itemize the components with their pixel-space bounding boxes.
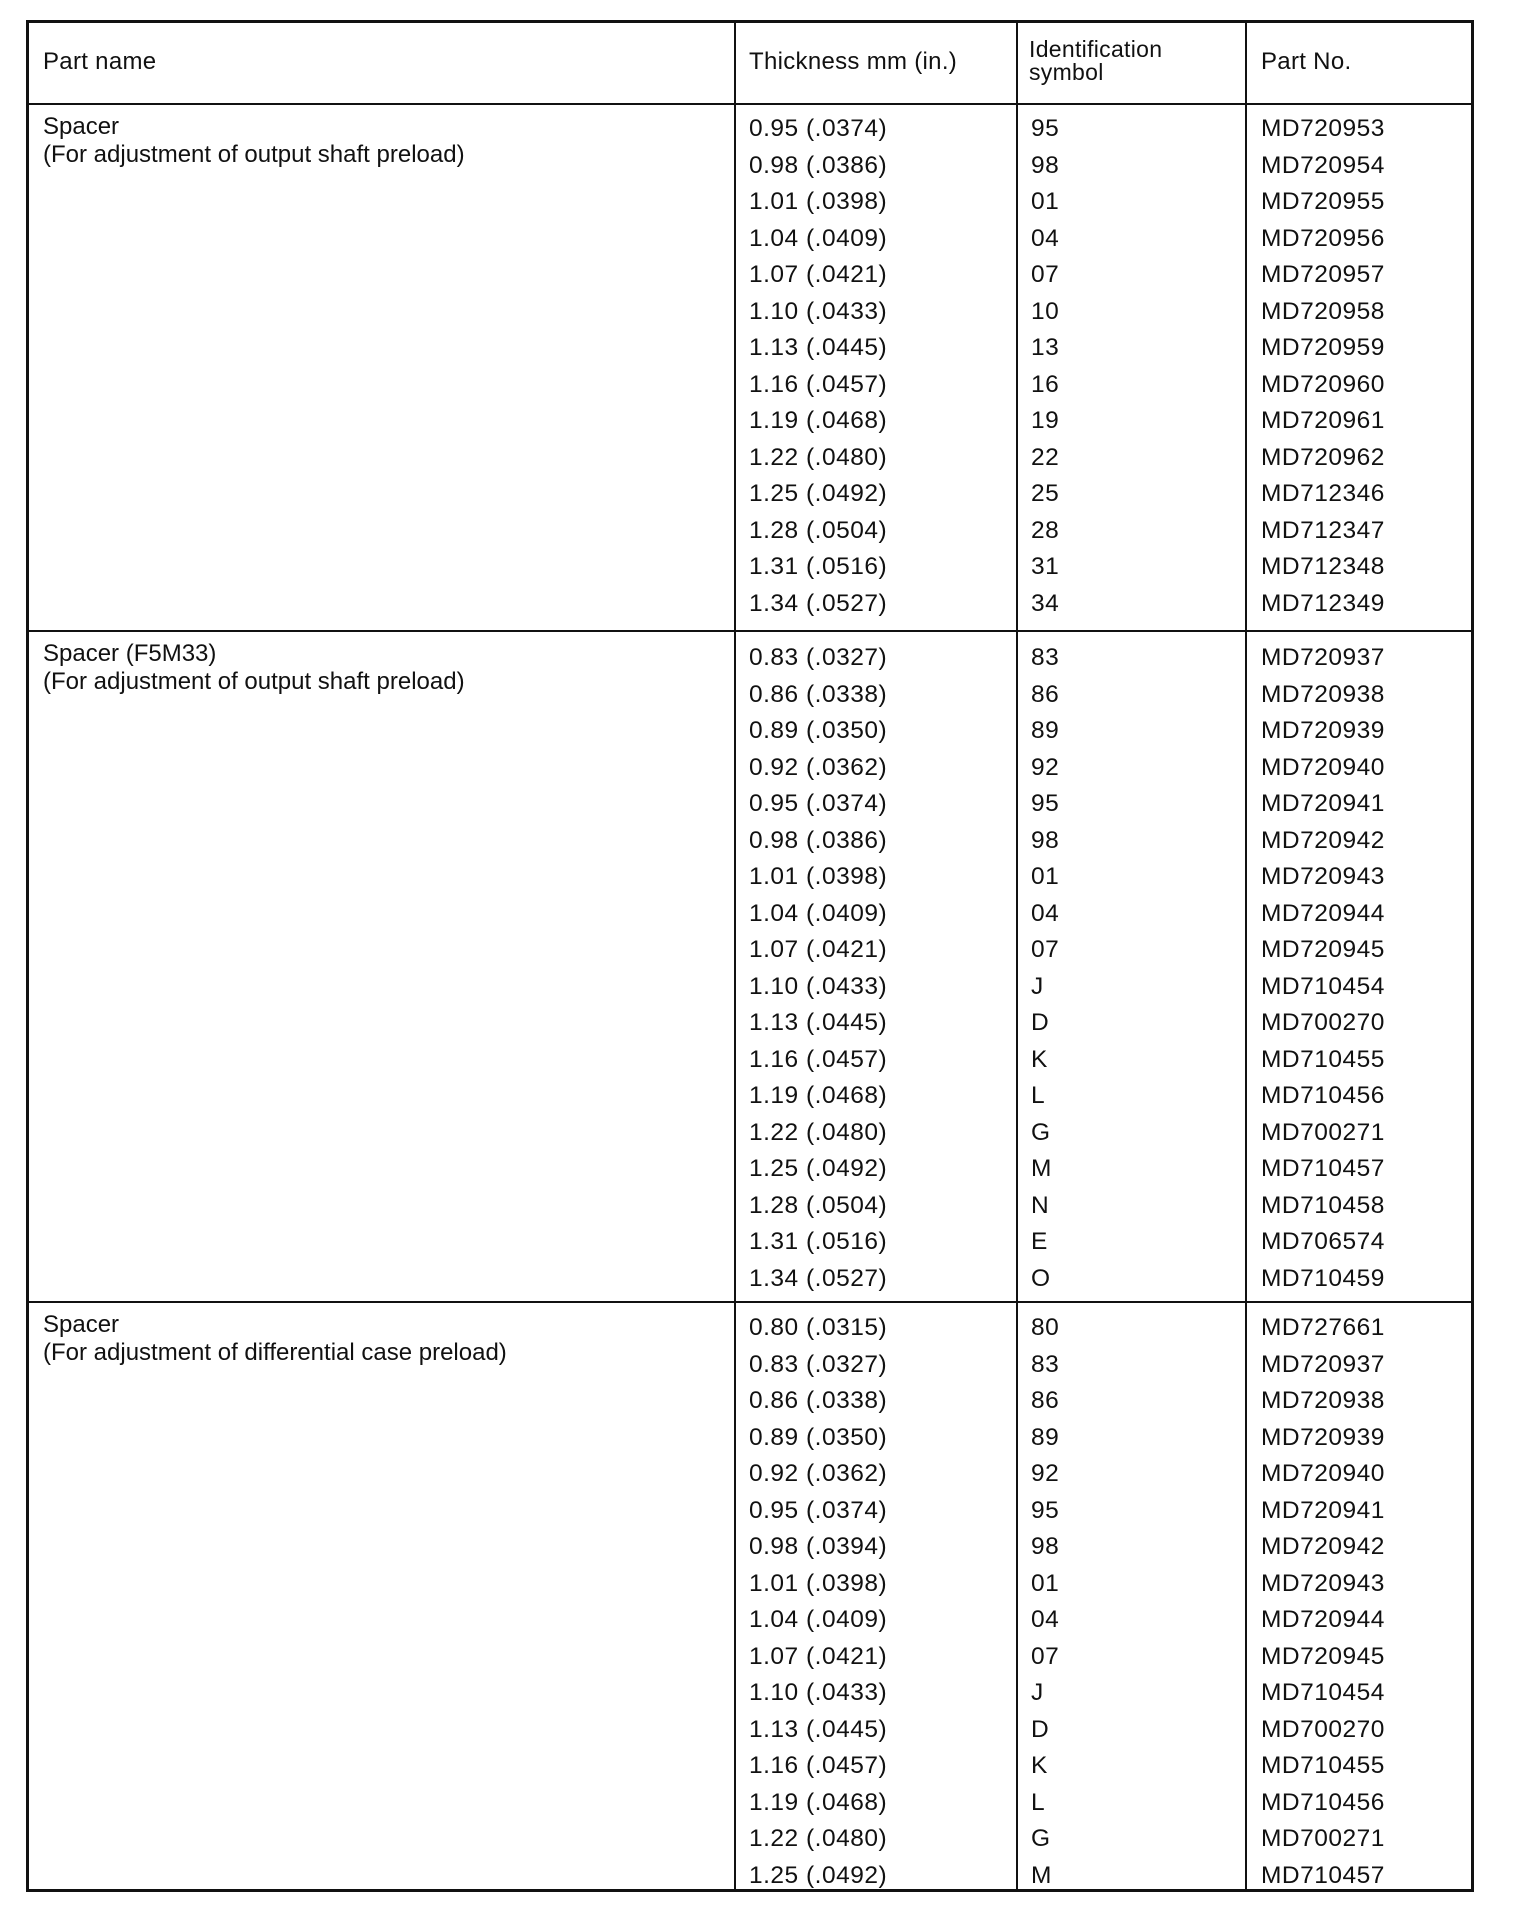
part-note: (For adjustment of differential case preload) xyxy=(43,1339,507,1366)
thickness-cell: 0.92 (.0362) xyxy=(749,1460,888,1487)
part-no-cell: MD710455 xyxy=(1261,1752,1385,1779)
part-no-cell: MD720938 xyxy=(1261,680,1385,708)
symbol-cell: 34 xyxy=(1031,589,1060,617)
thickness-cell: 0.92 (.0362) xyxy=(749,753,888,781)
symbol-cell: 07 xyxy=(1031,261,1060,288)
thickness-cell: 1.04 (.0409) xyxy=(749,224,888,252)
table-row xyxy=(29,1188,1471,1225)
thickness-cell: 0.86 (.0338) xyxy=(749,1387,888,1414)
thickness-cell: 1.10 (.0433) xyxy=(749,972,888,1000)
table-row xyxy=(29,823,1471,860)
part-note: (For adjustment of output shaft preload) xyxy=(43,141,465,168)
symbol-cell: 83 xyxy=(1031,1350,1060,1378)
symbol-cell: 19 xyxy=(1031,407,1060,434)
thickness-cell: 1.01 (.0398) xyxy=(749,863,888,890)
table-row xyxy=(29,859,1471,896)
part-no-cell: MD720941 xyxy=(1261,1496,1385,1524)
part-no-cell: MD710458 xyxy=(1261,1191,1385,1219)
thickness-cell: 1.22 (.0480) xyxy=(749,443,888,471)
symbol-cell: 07 xyxy=(1031,936,1060,963)
table-row xyxy=(29,1151,1471,1188)
thickness-cell: 0.89 (.0350) xyxy=(749,717,888,744)
thickness-cell: 0.95 (.0374) xyxy=(749,1496,888,1524)
thickness-cell: 1.01 (.0398) xyxy=(749,188,888,215)
table-row xyxy=(29,786,1471,823)
header-identification-symbol xyxy=(1029,38,1162,84)
part-no-cell: MD710456 xyxy=(1261,1788,1385,1816)
part-no-cell: MD720939 xyxy=(1261,717,1385,744)
symbol-cell: 01 xyxy=(1031,1569,1060,1597)
table-row xyxy=(29,1493,1471,1530)
part-name: Spacer xyxy=(43,113,120,140)
symbol-cell: M xyxy=(1031,1861,1052,1889)
table-row xyxy=(29,476,1471,513)
table-row xyxy=(29,750,1471,787)
thickness-cell: 0.98 (.0394) xyxy=(749,1533,888,1560)
table-row xyxy=(29,513,1471,550)
thickness-cell: 1.16 (.0457) xyxy=(749,1045,888,1073)
table-row xyxy=(29,1310,1471,1347)
symbol-cell: 86 xyxy=(1031,1387,1060,1414)
symbol-cell: 92 xyxy=(1031,1460,1060,1487)
header-thickness: Thickness mm (in.) xyxy=(749,48,958,75)
thickness-cell: 1.10 (.0433) xyxy=(749,1679,888,1706)
part-no-cell: MD720937 xyxy=(1261,1350,1385,1378)
thickness-cell: 1.25 (.0492) xyxy=(749,1861,888,1889)
symbol-cell: 80 xyxy=(1031,1314,1060,1341)
table-row xyxy=(29,713,1471,750)
table-row xyxy=(29,184,1471,221)
part-no-cell: MD720958 xyxy=(1261,297,1385,325)
part-no-cell: MD720940 xyxy=(1261,753,1385,781)
thickness-cell: 0.83 (.0327) xyxy=(749,1350,888,1378)
symbol-cell: 95 xyxy=(1031,115,1060,142)
symbol-cell: 83 xyxy=(1031,644,1060,671)
symbol-cell: D xyxy=(1031,1715,1050,1743)
symbol-cell: 25 xyxy=(1031,480,1060,507)
thickness-cell: 1.22 (.0480) xyxy=(749,1825,888,1852)
symbol-cell: 01 xyxy=(1031,863,1060,890)
part-no-cell: MD720944 xyxy=(1261,1606,1385,1633)
thickness-cell: 0.86 (.0338) xyxy=(749,680,888,708)
part-no-cell: MD720956 xyxy=(1261,224,1385,252)
thickness-cell: 1.13 (.0445) xyxy=(749,334,888,361)
part-no-cell: MD720959 xyxy=(1261,334,1385,361)
thickness-cell: 1.28 (.0504) xyxy=(749,516,888,544)
thickness-cell: 1.19 (.0468) xyxy=(749,1082,888,1109)
table-row xyxy=(29,1115,1471,1152)
part-no-cell: MD720943 xyxy=(1261,1569,1385,1597)
table-row xyxy=(29,1529,1471,1566)
part-no-cell: MD712347 xyxy=(1261,516,1385,544)
symbol-cell: O xyxy=(1031,1264,1051,1292)
part-no-cell: MD712348 xyxy=(1261,553,1385,580)
part-no-cell: MD720953 xyxy=(1261,115,1385,142)
part-no-cell: MD710455 xyxy=(1261,1045,1385,1073)
part-no-cell: MD720961 xyxy=(1261,407,1385,434)
table-row xyxy=(29,932,1471,969)
part-no-cell: MD706574 xyxy=(1261,1228,1385,1255)
header-part-no: Part No. xyxy=(1261,48,1352,75)
thickness-cell: 0.95 (.0374) xyxy=(749,115,888,142)
symbol-cell: 95 xyxy=(1031,790,1060,817)
table-row xyxy=(29,1456,1471,1493)
part-no-cell: MD700271 xyxy=(1261,1118,1385,1146)
table-row xyxy=(29,294,1471,331)
thickness-cell: 1.13 (.0445) xyxy=(749,1715,888,1743)
symbol-cell: 86 xyxy=(1031,680,1060,708)
thickness-cell: 1.16 (.0457) xyxy=(749,1752,888,1779)
symbol-cell: K xyxy=(1031,1752,1048,1779)
part-no-cell: MD720942 xyxy=(1261,1533,1385,1560)
part-no-cell: MD710454 xyxy=(1261,972,1385,1000)
part-no-cell: MD712346 xyxy=(1261,480,1385,507)
symbol-cell: L xyxy=(1031,1082,1046,1109)
symbol-cell: J xyxy=(1031,1679,1044,1706)
group-divider xyxy=(29,103,1471,105)
symbol-cell: D xyxy=(1031,1009,1050,1036)
thickness-cell: 1.13 (.0445) xyxy=(749,1009,888,1036)
part-no-cell: MD720943 xyxy=(1261,863,1385,890)
table-row xyxy=(29,1821,1471,1858)
part-name: Spacer xyxy=(43,1311,120,1338)
symbol-cell: 92 xyxy=(1031,753,1060,781)
symbol-cell: 89 xyxy=(1031,717,1060,744)
group-divider xyxy=(29,1301,1471,1303)
thickness-cell: 1.19 (.0468) xyxy=(749,1788,888,1816)
table-row xyxy=(29,1639,1471,1676)
thickness-cell: 1.16 (.0457) xyxy=(749,370,888,398)
header-identification-line2: symbol xyxy=(1029,59,1104,85)
symbol-cell: 04 xyxy=(1031,1606,1060,1633)
part-no-cell: MD727661 xyxy=(1261,1314,1385,1341)
thickness-cell: 1.34 (.0527) xyxy=(749,1264,888,1292)
thickness-cell: 1.07 (.0421) xyxy=(749,936,888,963)
part-no-cell: MD720940 xyxy=(1261,1460,1385,1487)
table-row xyxy=(29,1420,1471,1457)
part-note: (For adjustment of output shaft preload) xyxy=(43,668,465,695)
symbol-cell: K xyxy=(1031,1045,1048,1073)
symbol-cell: L xyxy=(1031,1788,1046,1816)
part-no-cell: MD720957 xyxy=(1261,261,1385,288)
table-row xyxy=(29,1005,1471,1042)
symbol-cell: J xyxy=(1031,972,1044,1000)
table-row xyxy=(29,1224,1471,1261)
table-row xyxy=(29,1785,1471,1822)
table-row xyxy=(29,367,1471,404)
symbol-cell: 07 xyxy=(1031,1642,1060,1670)
symbol-cell: 01 xyxy=(1031,188,1060,215)
part-no-cell: MD712349 xyxy=(1261,589,1385,617)
table-row xyxy=(29,1712,1471,1749)
table-row xyxy=(29,1261,1471,1298)
part-no-cell: MD720945 xyxy=(1261,936,1385,963)
part-no-cell: MD700271 xyxy=(1261,1825,1385,1852)
part-name: Spacer (F5M33) xyxy=(43,640,217,667)
part-no-cell: MD720942 xyxy=(1261,826,1385,854)
part-no-cell: MD710457 xyxy=(1261,1861,1385,1889)
symbol-cell: 10 xyxy=(1031,297,1060,325)
table-row xyxy=(29,896,1471,933)
part-no-cell: MD720962 xyxy=(1261,443,1385,471)
symbol-cell: G xyxy=(1031,1118,1051,1146)
thickness-cell: 1.01 (.0398) xyxy=(749,1569,888,1597)
part-no-cell: MD720938 xyxy=(1261,1387,1385,1414)
table-row xyxy=(29,148,1471,185)
thickness-cell: 1.34 (.0527) xyxy=(749,589,888,617)
symbol-cell: 89 xyxy=(1031,1423,1060,1451)
table-row xyxy=(29,549,1471,586)
table-row xyxy=(29,1347,1471,1384)
thickness-cell: 1.28 (.0504) xyxy=(749,1191,888,1219)
thickness-cell: 1.04 (.0409) xyxy=(749,899,888,927)
symbol-cell: 22 xyxy=(1031,443,1060,471)
symbol-cell: 31 xyxy=(1031,553,1060,580)
part-no-cell: MD720954 xyxy=(1261,151,1385,179)
thickness-cell: 1.07 (.0421) xyxy=(749,261,888,288)
part-no-cell: MD710456 xyxy=(1261,1082,1385,1109)
symbol-cell: 28 xyxy=(1031,516,1060,544)
symbol-cell: 95 xyxy=(1031,1496,1060,1524)
symbol-cell: 98 xyxy=(1031,151,1060,179)
part-no-cell: MD720955 xyxy=(1261,188,1385,215)
symbol-cell: M xyxy=(1031,1155,1052,1182)
part-no-cell: MD720937 xyxy=(1261,644,1385,671)
table-row xyxy=(29,440,1471,477)
table-row xyxy=(29,257,1471,294)
table-row xyxy=(29,111,1471,148)
header-part-name: Part name xyxy=(43,48,157,75)
table-row xyxy=(29,1602,1471,1639)
symbol-cell: 98 xyxy=(1031,826,1060,854)
thickness-cell: 0.98 (.0386) xyxy=(749,151,888,179)
symbol-cell: E xyxy=(1031,1228,1048,1255)
table-row xyxy=(29,677,1471,714)
thickness-cell: 1.19 (.0468) xyxy=(749,407,888,434)
table-row xyxy=(29,1675,1471,1712)
part-no-cell: MD710454 xyxy=(1261,1679,1385,1706)
part-no-cell: MD710457 xyxy=(1261,1155,1385,1182)
thickness-cell: 1.31 (.0516) xyxy=(749,1228,888,1255)
part-no-cell: MD700270 xyxy=(1261,1715,1385,1743)
table-row xyxy=(29,640,1471,677)
thickness-cell: 0.80 (.0315) xyxy=(749,1314,888,1341)
symbol-cell: 04 xyxy=(1031,224,1060,252)
part-no-cell: MD700270 xyxy=(1261,1009,1385,1036)
table-row xyxy=(29,403,1471,440)
table-row xyxy=(29,1078,1471,1115)
thickness-cell: 0.98 (.0386) xyxy=(749,826,888,854)
table-row xyxy=(29,1858,1471,1895)
thickness-cell: 0.83 (.0327) xyxy=(749,644,888,671)
thickness-cell: 1.25 (.0492) xyxy=(749,480,888,507)
thickness-cell: 1.25 (.0492) xyxy=(749,1155,888,1182)
thickness-cell: 1.04 (.0409) xyxy=(749,1606,888,1633)
table-row xyxy=(29,586,1471,623)
symbol-cell: 13 xyxy=(1031,334,1060,361)
part-no-cell: MD710459 xyxy=(1261,1264,1385,1292)
part-no-cell: MD720960 xyxy=(1261,370,1385,398)
header-identification-line1: Identification xyxy=(1029,36,1163,62)
part-no-cell: MD720944 xyxy=(1261,899,1385,927)
table-row xyxy=(29,330,1471,367)
table-row xyxy=(29,969,1471,1006)
part-no-cell: MD720941 xyxy=(1261,790,1385,817)
symbol-cell: 04 xyxy=(1031,899,1060,927)
thickness-cell: 0.89 (.0350) xyxy=(749,1423,888,1451)
thickness-cell: 1.07 (.0421) xyxy=(749,1642,888,1670)
symbol-cell: 16 xyxy=(1031,370,1060,398)
thickness-cell: 1.22 (.0480) xyxy=(749,1118,888,1146)
table-row xyxy=(29,1383,1471,1420)
thickness-cell: 0.95 (.0374) xyxy=(749,790,888,817)
symbol-cell: 98 xyxy=(1031,1533,1060,1560)
table-row xyxy=(29,221,1471,258)
group-divider xyxy=(29,630,1471,632)
table-row xyxy=(29,1566,1471,1603)
part-no-cell: MD720939 xyxy=(1261,1423,1385,1451)
part-no-cell: MD720945 xyxy=(1261,1642,1385,1670)
table-row xyxy=(29,1748,1471,1785)
table-row xyxy=(29,1042,1471,1079)
symbol-cell: N xyxy=(1031,1191,1050,1219)
parts-table xyxy=(26,20,1474,1892)
thickness-cell: 1.31 (.0516) xyxy=(749,553,888,580)
symbol-cell: G xyxy=(1031,1825,1051,1852)
thickness-cell: 1.10 (.0433) xyxy=(749,297,888,325)
